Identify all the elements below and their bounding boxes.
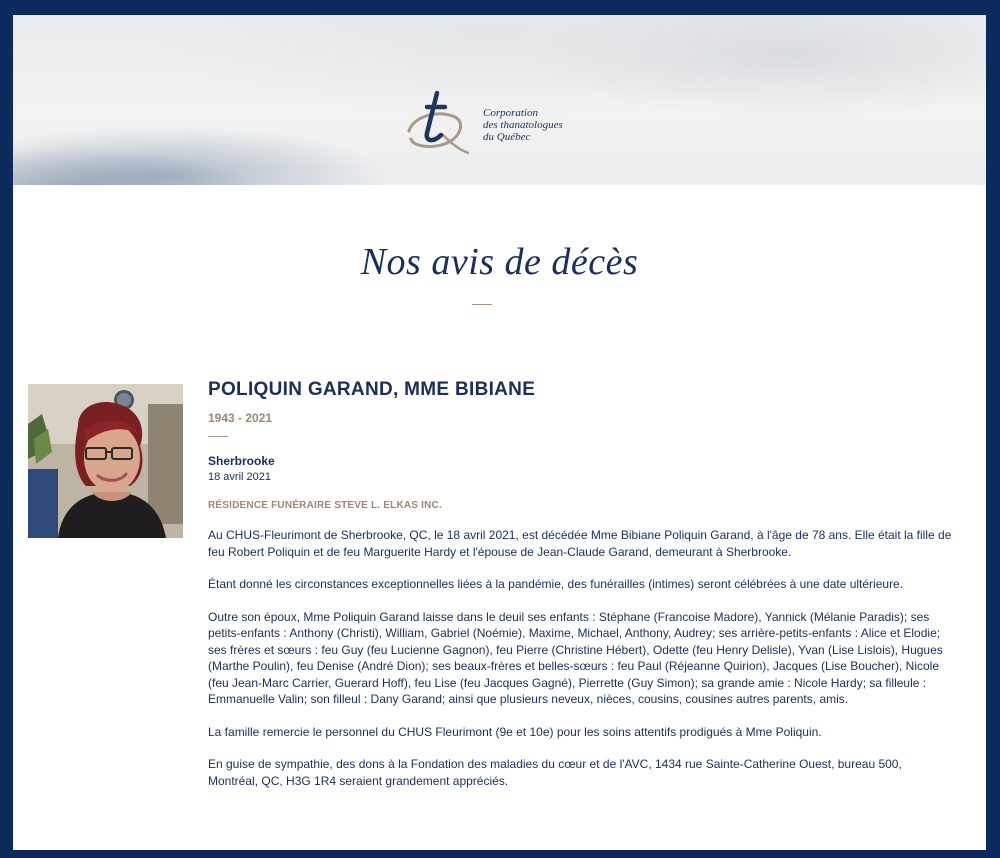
obituary-paragraph: En guise de sympathie, des dons à la Fondation des maladies du cœur et de l'AVC, 1434 rue Sainte-Catherine Ouest, bureau 500, Montréal, QC, H3G 1R4 seraient grandement appréciés.: [208, 757, 902, 788]
portrait-photo: [28, 384, 183, 538]
obituary-content: [208, 379, 953, 805]
life-years: 1943 - 2021: [208, 411, 273, 425]
title-divider: [472, 304, 492, 305]
logo-line: Corporation: [483, 107, 539, 119]
funeral-home-link[interactable]: RÉSIDENCE FUNÉRAIRE STEVE L. ELKAS INC.: [208, 500, 442, 511]
obituary-paragraph: Au CHUS-Fleurimont de Sherbrooke, QC, le 18 avril 2021, est décédée Mme Bibiane Poliquin Garand, à l'âge de 78 ans. Elle était la fille de feu Robert Poliquin et de feu Marguerite Hardy et l'épouse de Jean-Claude Garand, demeurant à Sherbrooke.: [208, 528, 952, 559]
city: Sherbrooke: [208, 454, 275, 468]
death-date: 18 avril 2021: [208, 471, 271, 483]
header-banner: [13, 15, 986, 185]
logo-line: du Québec: [483, 131, 531, 143]
years-divider: [208, 436, 228, 437]
logo-line: des thanatologues: [483, 119, 563, 131]
page-frame: [13, 15, 986, 850]
obituary-paragraph: La famille remercie le personnel du CHUS Fleurimont (9e et 10e) pour les soins attentifs prodigués à Mme Poliquin.: [208, 724, 822, 739]
page-title: Nos avis de décès: [360, 241, 639, 283]
obituary-text: [208, 527, 953, 789]
portrait-illustration: [28, 384, 183, 538]
logo-text: [483, 107, 563, 143]
deceased-name: POLIQUIN GARAND, MME BIBIANE: [208, 379, 536, 400]
thanatologues-logo-icon: [403, 87, 469, 157]
obituary-paragraph: Étant donné les circonstances exceptionnelles liées à la pandémie, des funérailles (intimes) seront célébrées à une date ultérieure.: [208, 577, 904, 591]
obituary-paragraph: Outre son époux, Mme Poliquin Garand laisse dans le deuil ses enfants : Stéphane (Francoise Madore), Yannick (Mélanie Paradis); ses petits-enfants : Anthony (Christi), William, Gabriel (Noémie), Maxime, Michael, Anthony, Audrey; ses arrière-petits-enfants : Alice et Elodie; ses frères et sœurs : feu Guy (feu Lucienne Gagnon), feu Pierre (Christine Hébert), Odette (feu Henry Delisle), Yvan (Lise Lislois), Hugues (Marthe Poulin), feu Denise (André Dion); ses beaux-frères et belles-sœurs : feu Paul (Réjeanne Quirion), Jacques (Lise Boucher), Nicole (feu Jean-Marc Carrier, Guerard Hoff), feu Lise (feu Jacques Gagné), Pierrette (Guy Simon); sa grande amie : Nicole Hardy; sa filleule : Emmanuelle Valin; son filleul : Dany Garand; ainsi que plusieurs neveux, nièces, cousins, cousines autres parents, amis.: [208, 609, 943, 706]
site-logo[interactable]: [403, 87, 583, 157]
